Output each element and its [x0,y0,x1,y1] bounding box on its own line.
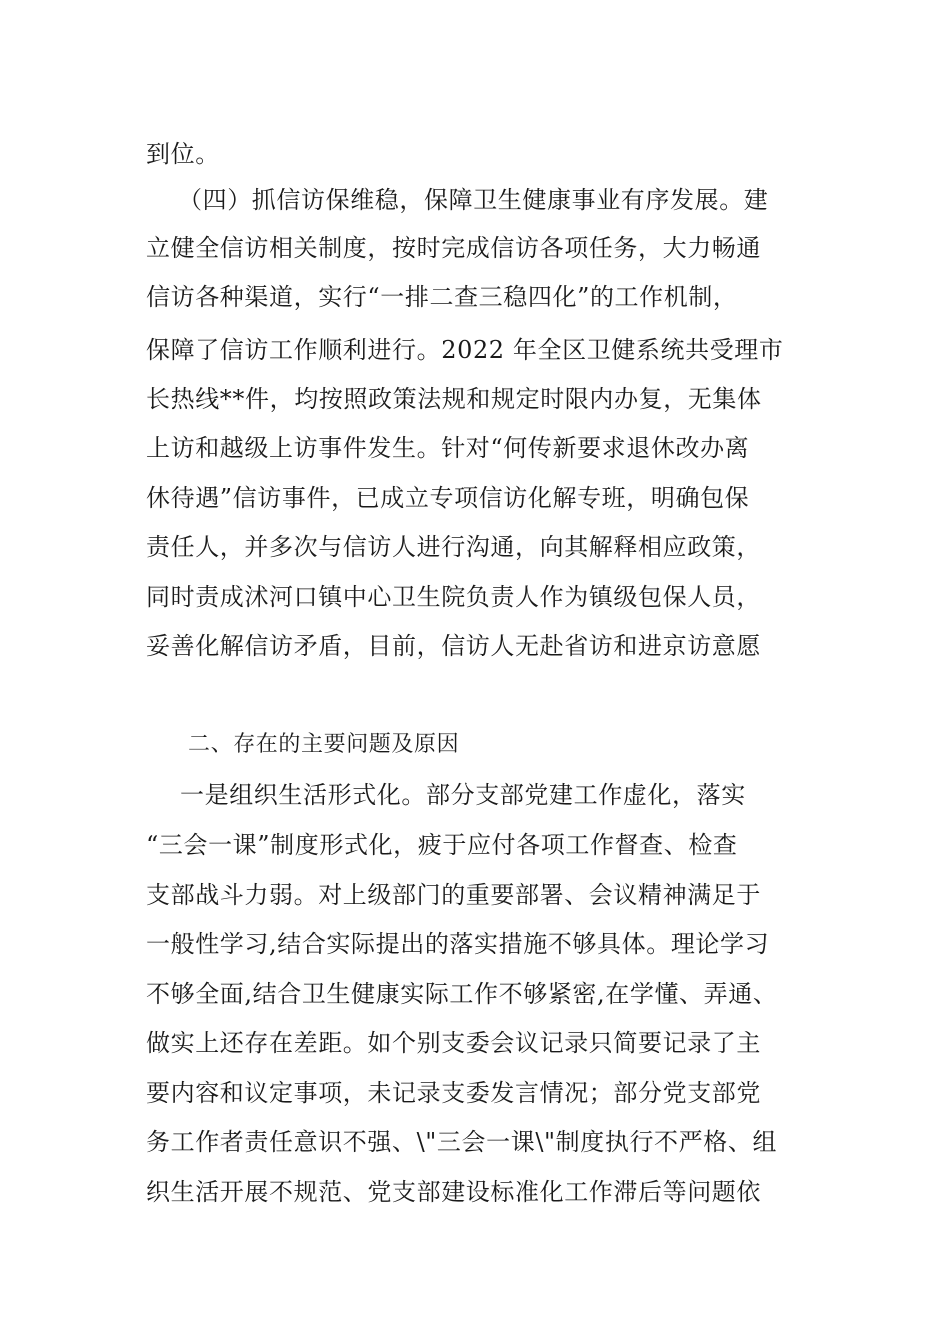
paragraph-line: 妥善化解信访矛盾，目前，信访人无赴省访和进京访意愿 [146,632,761,660]
paragraph-line: 上访和越级上访事件发生。针对“何传新要求退休改办离 [146,434,750,462]
paragraph-line: 休待遇”信访事件，已成立专项信访化解专班，明确包保 [146,484,750,512]
paragraph-line: 责任人，并多次与信访人进行沟通，向其解释相应政策， [146,533,761,561]
paragraph-line: 支部战斗力弱。对上级部门的重要部署、会议精神满足于 [146,881,761,909]
paragraph-line: 不够全面,结合卫生健康实际工作不够紧密,在学懂、弄通、 [146,980,778,1008]
paragraph-line: 信访各种渠道，实行“一排二查三稳四化”的工作机制， [146,283,738,311]
paragraph-line: 织生活开展不规范、党支部建设标准化工作滞后等问题依 [146,1178,761,1206]
paragraph-line: 到位。 [146,140,220,168]
section-heading: 二、存在的主要问题及原因 [188,732,460,757]
paragraph-line: “三会一课”制度形式化，疲于应付各项工作督查、检查 [146,831,738,859]
paragraph-line: 务工作者责任意识不强、\"三会一课\"制度执行不严格、组 [146,1128,778,1156]
paragraph-line: 要内容和议定事项，未记录支委发言情况；部分党支部党 [146,1079,761,1107]
paragraph-line: （四）抓信访保维稳，保障卫生健康事业有序发展。建 [178,186,769,214]
paragraph-line: 一是组织生活形式化。部分支部党建工作虚化，落实 [180,781,746,809]
paragraph-line: 保障了信访工作顺利进行。2022 年全区卫健系统共受理市 [146,336,784,364]
paragraph-line: 同时责成沭河口镇中心卫生院负责人作为镇级包保人员， [146,583,761,611]
paragraph-line: 一般性学习,结合实际提出的落实措施不够具体。理论学习 [146,930,770,958]
paragraph-line: 做实上还存在差距。如个别支委会议记录只简要记录了主 [146,1029,761,1057]
paragraph-line: 立健全信访相关制度，按时完成信访各项任务，大力畅通 [146,234,761,262]
paragraph-line: 长热线**件，均按照政策法规和规定时限内办复，无集体 [146,385,762,413]
